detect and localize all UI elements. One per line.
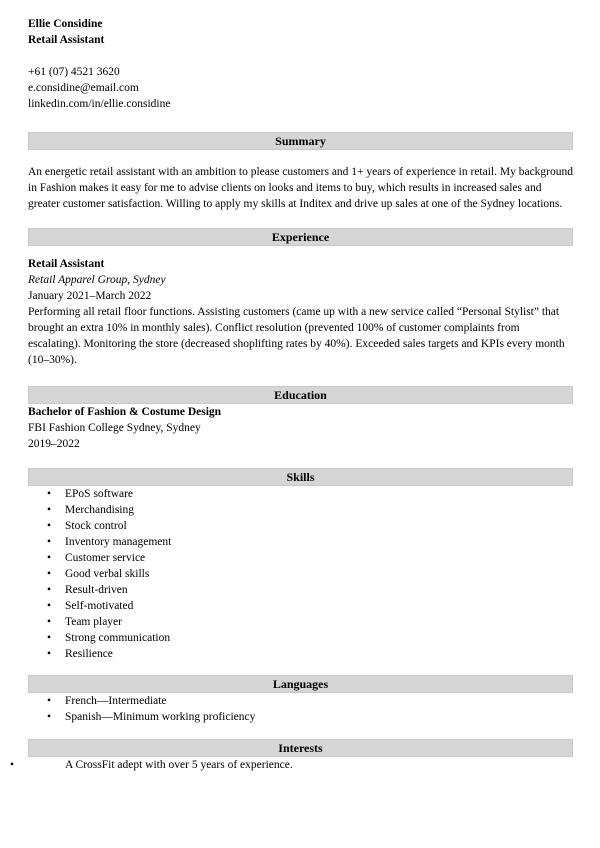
experience-dates: January 2021–March 2022 xyxy=(28,290,152,302)
email-address: e.considine@email.com xyxy=(28,82,139,94)
list-item: • Inventory management xyxy=(28,534,573,550)
experience-entry xyxy=(28,256,573,368)
experience-description: Performing all retail floor functions. Assisting customers (came up with a new service called “Personal Stylist” that brought an extra 10% in monthly sales). Conflict resolution (prevented 100% of customer complaints from escalating). Monitoring the store (decreased shoplifting rates by 40%). Exceeded sales targets and KPIs every month (10–30%). xyxy=(28,306,565,366)
list-item: • Strong communication xyxy=(28,630,573,646)
list-item: • French—Intermediate xyxy=(28,693,573,709)
person-job-title: Retail Assistant xyxy=(28,34,105,46)
linkedin-url: linkedin.com/in/ellie.considine xyxy=(28,98,171,110)
education-years: 2019–2022 xyxy=(28,438,80,450)
contact-header xyxy=(28,16,573,112)
list-item: • A CrossFit adept with over 5 years of experience. xyxy=(28,757,573,773)
section-heading-languages: Languages xyxy=(28,675,573,693)
languages-list xyxy=(28,693,573,725)
list-item: • EPoS software xyxy=(28,486,573,502)
list-item: • Team player xyxy=(28,614,573,630)
skills-list xyxy=(28,486,573,662)
contact-block xyxy=(28,64,573,112)
list-item: • Resilience xyxy=(28,646,573,662)
experience-job-title: Retail Assistant xyxy=(28,258,105,270)
person-name: Ellie Considine xyxy=(28,18,103,30)
phone-number: +61 (07) 4521 3620 xyxy=(28,66,120,78)
experience-company: Retail Apparel Group, Sydney xyxy=(28,274,166,286)
interests-list xyxy=(28,757,573,773)
education-degree: Bachelor of Fashion & Costume Design xyxy=(28,406,222,418)
list-item: • Self-motivated xyxy=(28,598,573,614)
list-item: • Customer service xyxy=(28,550,573,566)
list-item: • Good verbal skills xyxy=(28,566,573,582)
section-heading-interests: Interests xyxy=(28,739,573,757)
list-item: • Stock control xyxy=(28,518,573,534)
section-heading-experience: Experience xyxy=(28,228,573,246)
education-school: FBI Fashion College Sydney, Sydney xyxy=(28,422,201,434)
summary-text: An energetic retail assistant with an ambition to please customers and 1+ years of experience in retail. My background in Fashion makes it easy for me to advise clients on looks and items to buy, which results in increased sales and greater customer satisfaction. Willing to apply my skills at Inditex and drive up sales at one of the Sydney locations. xyxy=(28,166,574,210)
education-entry xyxy=(28,404,573,452)
section-heading-education: Education xyxy=(28,386,573,404)
list-item: • Result-driven xyxy=(28,582,573,598)
section-heading-summary: Summary xyxy=(28,132,573,150)
list-item: • Spanish—Minimum working proficiency xyxy=(28,709,573,725)
list-item: • Merchandising xyxy=(28,502,573,518)
section-heading-skills: Skills xyxy=(28,468,573,486)
